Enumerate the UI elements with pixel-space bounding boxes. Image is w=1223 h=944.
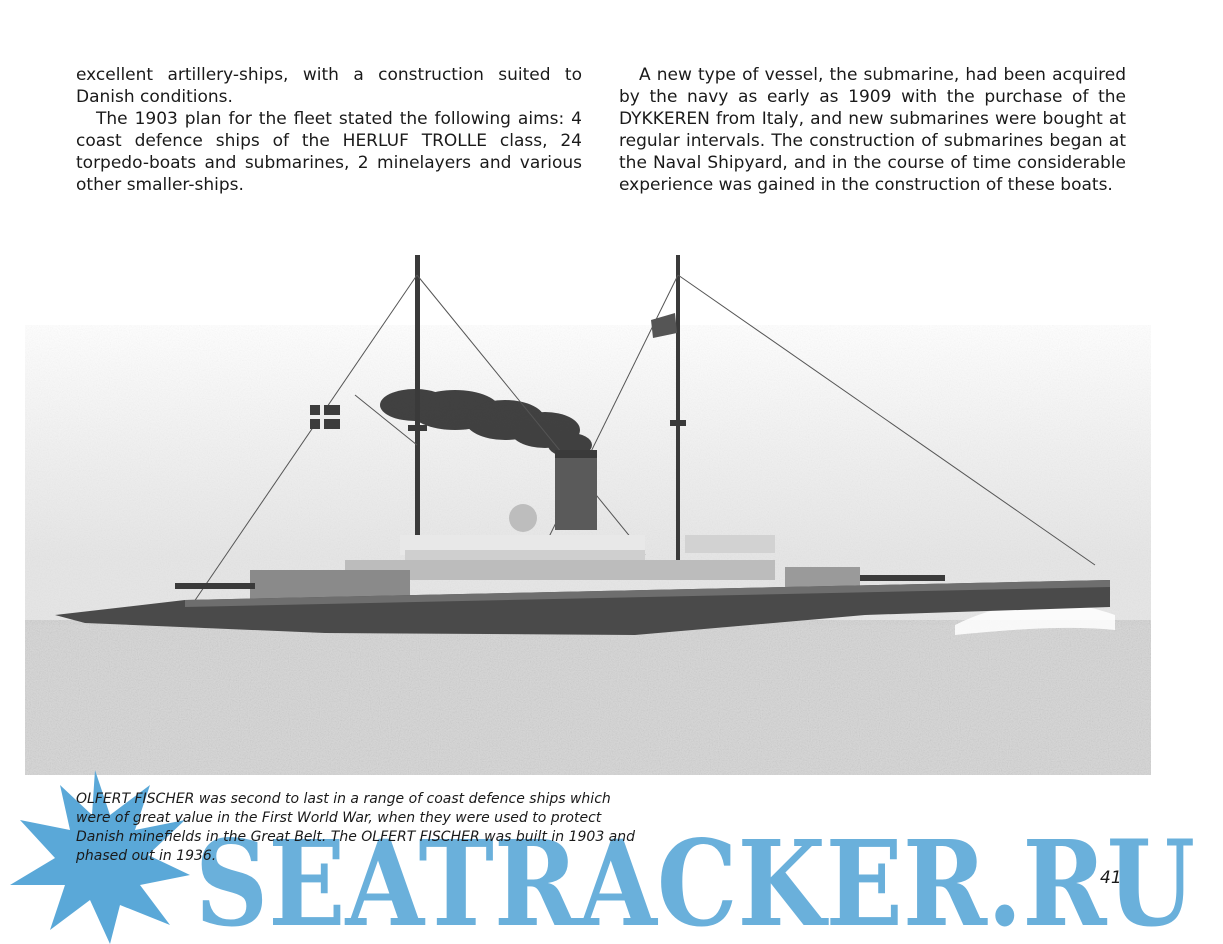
page-number: 41 [1100,868,1122,888]
right-text-column [619,64,1126,196]
watermark-text: SEATRACKER.RU [195,814,1195,944]
right-paragraph-1: A new type of vessel, the submarine, had been acquired by the navy as early as 1909 with the purchase of the DYKKEREN from Italy, and new submarines were bought at regular intervals. The construction of submarines began at the Naval Shipyard, and in the course of time considerable experience was gained in the construction of these boats. [619,65,1126,195]
fore-mast [415,255,420,575]
fore-top [408,425,427,431]
main-mast [676,255,680,575]
danish-ensign-flag [310,405,340,429]
forward-gun-barrel [175,583,255,589]
sea-grain [25,620,1151,775]
left-text-column [76,64,582,196]
aft-gun-barrel [860,575,945,581]
left-paragraph-1: excellent artillery-ships, with a construction suited to Danish conditions. [76,65,582,107]
ship-photograph [25,215,1151,775]
left-paragraph-2: The 1903 plan for the fleet stated the following aims: 4 coast defence ships of the HERLUF TROLLE class, 24 torpedo-boats and submarines, 2 minelayers and various other smaller-ships. [76,109,582,195]
funnel-cap [555,450,597,458]
aft-bridge [685,535,775,553]
forward-turret [250,570,410,600]
photo-caption: OLFERT FISCHER was second to last in a range of coast defence ships which were of great value in the First World War, when they were used to protect Danish minefields in the Great Belt. The OLFERT FISCHER was built in 1903 and phased out in 1936. [76,791,636,864]
searchlight [509,504,537,532]
funnel [555,450,597,530]
main-top [670,420,686,426]
